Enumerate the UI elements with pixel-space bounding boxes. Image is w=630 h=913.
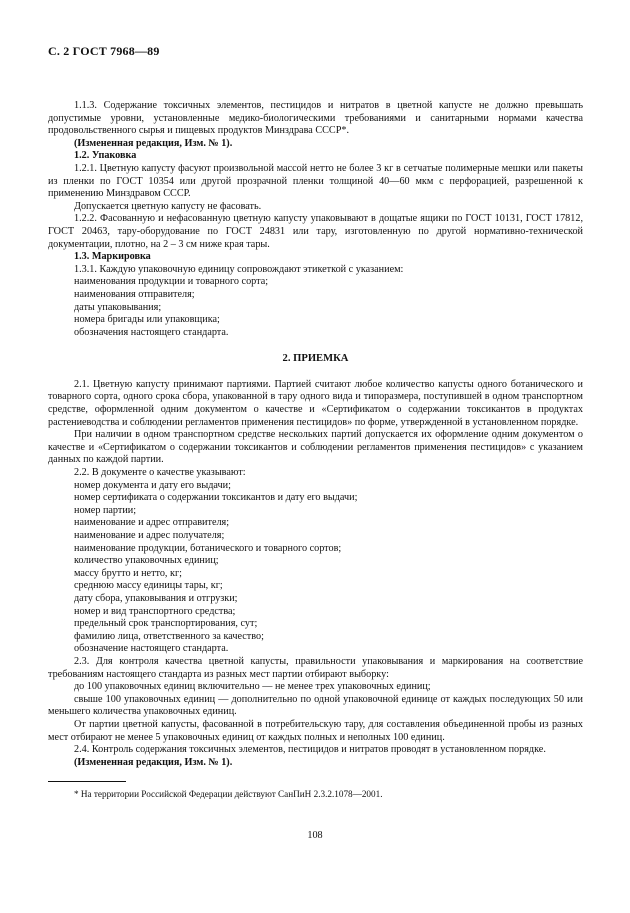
- paragraph-2-3-b: свыше 100 упаковочных единиц — дополнительно по одной упаковочной единице от каждых последующих 50 или меньшего количества упаковочных единиц.: [48, 693, 583, 718]
- list-item: фамилию лица, ответственного за качество;: [74, 630, 264, 642]
- list-item: количество упаковочных единиц;: [74, 555, 219, 567]
- paragraph-1-1-3: 1.1.3. Содержание токсичных элементов, пестицидов и нитратов в цветной капусте не должно превышать допустимые уровни, установленные медико-биологическими требованиями и санитарными нормами качества продовольственного сырья и пищевых продуктов Минздрава СССР*.: [48, 100, 583, 137]
- paragraph-2-1: 2.1. Цветную капусту принимают партиями. Партией считают любое количество капусты одного ботанического и товарного сорта, одного срока сбора, упакованной в тару одного вида и типоразмера, поступившей в одном транспортном средстве, оформленной одним документом о качестве и «Сертификатом о содержании токсикантов в продуктах растениеводства и соблюдении регламентов применения пестицидов» по форме, утвержденной в установленном порядке.: [48, 378, 583, 428]
- document-body: [48, 100, 583, 801]
- list-item: номер документа и дату его выдачи;: [74, 479, 231, 491]
- list-item: номер сертификата о содержании токсикантов и дату его выдачи;: [74, 492, 358, 504]
- paragraph-2-3-c: От партии цветной капусты, фасованной в потребительскую тару, для составления объединенной пробы из разных мест отбирают не менее 5 упаковочных единиц от каждых полных и неполных 100 единиц.: [48, 718, 583, 743]
- paragraph-2-3-a: до 100 упаковочных единиц включительно — не менее трех упаковочных единиц;: [74, 681, 431, 693]
- page-number: 108: [307, 830, 323, 841]
- subsection-heading-marking: 1.3. Маркировка: [74, 251, 151, 263]
- amendment-note: (Измененная редакция, Изм. № 1).: [74, 137, 233, 149]
- list-item: предельный срок транспортирования, сут;: [74, 618, 258, 630]
- list-item: среднюю массу единицы тары, кг;: [74, 580, 223, 592]
- list-item: наименование продукции, ботанического и товарного сортов;: [74, 542, 342, 554]
- list-item: наименование и адрес получателя;: [74, 530, 225, 541]
- page-header: С. 2 ГОСТ 7968—89: [48, 44, 160, 58]
- paragraph-2-1-note: При наличии в одном транспортном средстве нескольких партий допускается их оформление одним документом о качестве и «Сертификатом о содержании токсикантов и соблюдении регламентов применения пестицидов» с указанием данных по каждой партии.: [48, 429, 583, 466]
- paragraph-1-2-1-note: Допускается цветную капусту не фасовать.: [74, 200, 262, 212]
- paragraph-1-2-2: 1.2.2. Фасованную и нефасованную цветную капусту упаковывают в дощатые ящики по ГОСТ 10131, ГОСТ 17812, ГОСТ 20463, тару-оборудование по ГОСТ 24831 или тару, изготовленную по другой нормативно-технической документации, плотно, на 2 – 3 см ниже края тары.: [48, 213, 583, 250]
- paragraph-1-2-1: 1.2.1. Цветную капусту фасуют произвольной массой нетто не более 3 кг в сетчатые полимерные мешки или пакеты из пленки по ГОСТ 10354 или другой прозрачной пленки толщиной 40—60 мкм с перфорацией, разрешенной к применению Минздравом СССР.: [48, 162, 583, 200]
- paragraph-2-2: 2.2. В документе о качестве указывают:: [74, 467, 246, 479]
- list-item: наименования отправителя;: [74, 288, 195, 300]
- footnote-divider: [48, 781, 126, 782]
- list-item: номер и вид транспортного средства;: [74, 605, 236, 617]
- list-item: наименования продукции и товарного сорта;: [74, 276, 269, 288]
- list-item: обозначения настоящего стандарта.: [74, 326, 229, 338]
- paragraph-2-4: 2.4. Контроль содержания токсичных элементов, пестицидов и нитратов проводят в установленном порядке.: [74, 744, 546, 756]
- list-item: номера бригады или упаковщика;: [74, 314, 220, 326]
- paragraph-1-3-1: 1.3.1. Каждую упаковочную единицу сопровождают этикеткой с указанием:: [74, 263, 404, 275]
- list-item: массу брутто и нетто, кг;: [74, 567, 182, 579]
- list-item: наименование и адрес отправителя;: [74, 517, 230, 529]
- list-item: дату сбора, упаковывания и отгрузки;: [74, 592, 238, 604]
- amendment-note: (Измененная редакция, Изм. № 1).: [74, 756, 233, 768]
- list-item: обозначение настоящего стандарта.: [74, 643, 229, 655]
- subsection-heading-packaging: 1.2. Упаковка: [74, 150, 137, 162]
- paragraph-2-3: 2.3. Для контроля качества цветной капусты, правильности упаковывания и маркирования на соответствие требованиям настоящего стандарта из разных мест партии отбирают выборку:: [48, 655, 583, 680]
- footnote: * На территории Российской Федерации действуют СанПиН 2.3.2.1078—2001.: [74, 789, 383, 800]
- section-title-acceptance: 2. ПРИЕМКА: [282, 353, 349, 365]
- list-item: номер партии;: [74, 504, 137, 516]
- list-item: даты упаковывания;: [74, 301, 162, 313]
